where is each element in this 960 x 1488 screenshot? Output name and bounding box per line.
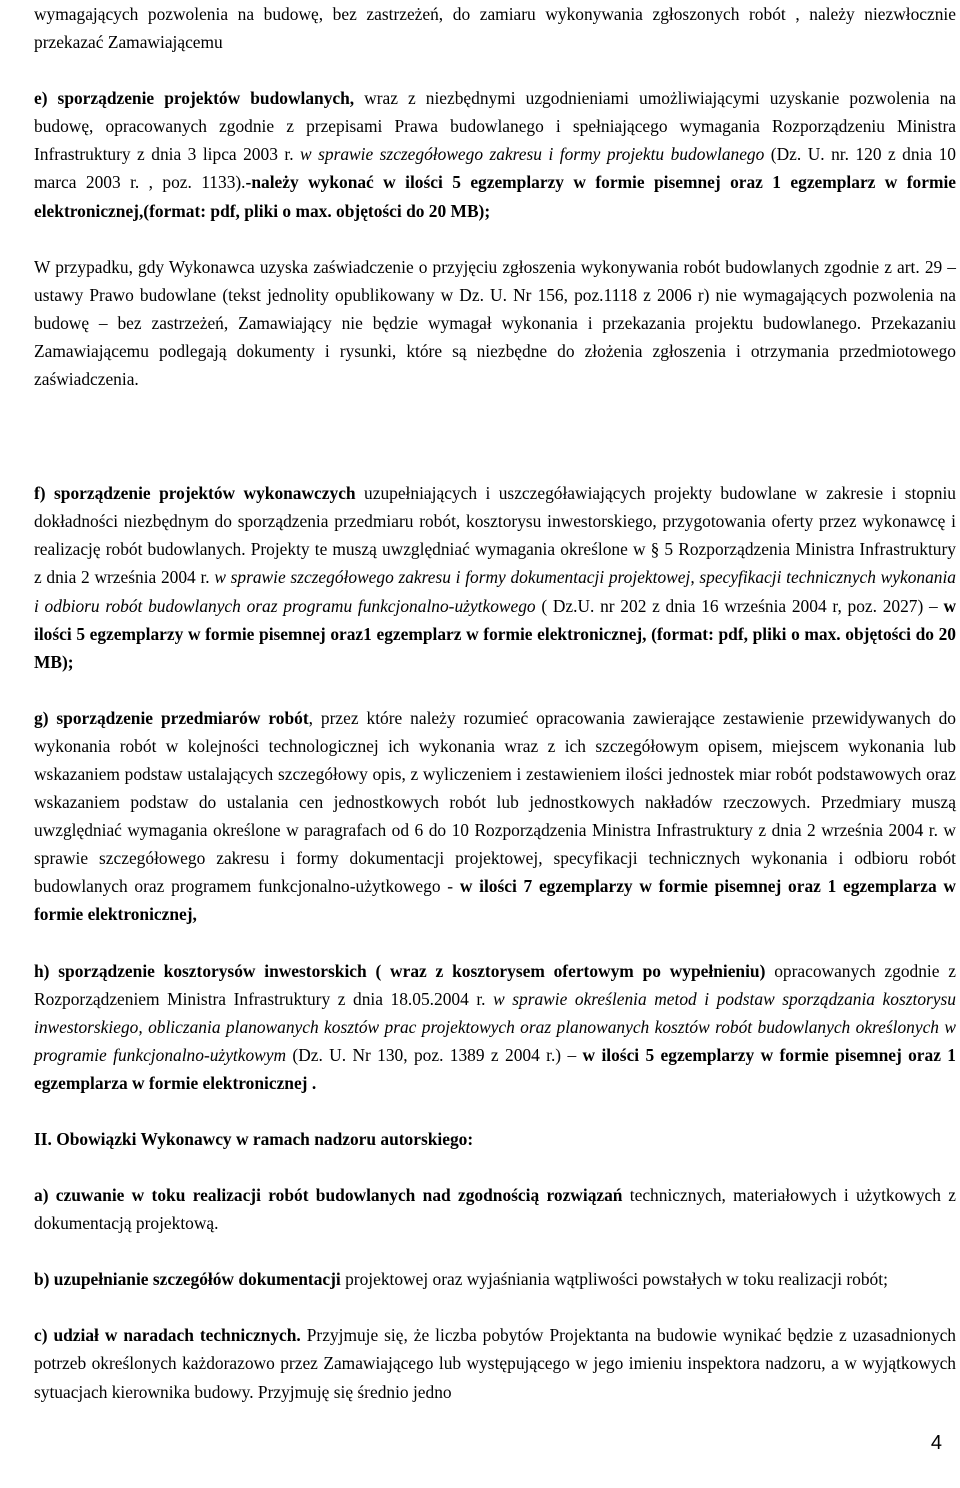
paragraph-italic: w sprawie szczegółowego zakresu i formy dokumentacji projektowej, specyfikacji technicznych wykonania i odbioru robót budowlanych oraz programu funkcjonalno-użytkowego bbox=[34, 567, 956, 616]
paragraph-text: opracowanych zgodnie z Rozporządzeniem Ministra Infrastruktury z dnia 18.05.2004 r. bbox=[34, 960, 956, 1009]
paragraph-g bbox=[34, 704, 956, 929]
paragraph-bold: w ilości 5 egzemplarzy w formie pisemnej oraz 1 egzemplarza w formie elektronicznej . bbox=[34, 1044, 956, 1093]
paragraph-bold: w ilości 7 egzemplarzy w formie pisemnej oraz 1 egzemplarza w formie elektronicznej, bbox=[34, 876, 956, 925]
paragraph-b bbox=[34, 1265, 956, 1293]
paragraph-bold: b) uzupełnianie szczegółów dokumentacji bbox=[34, 1269, 341, 1290]
paragraph-text: Przyjmuje się, że liczba pobytów Projektanta na budowie wynikać będzie z uzasadnionych potrzeb określonych każdorazowo przez Zamawiającego lub występującego w jego imieniu inspektora nadzoru, a w wyjątkowych sytuacjach kierownika budowy. Przyjmuję się średnio jedno bbox=[34, 1325, 956, 1402]
paragraph-e bbox=[34, 84, 956, 224]
paragraph-f bbox=[34, 479, 956, 676]
paragraph-text: uzupełniających i uszczegóławiających projekty budowlane w zakresie i stopniu dokładności niezbędnym do sporządzenia przedmiaru robót, kosztorysu inwestorskiego, przygotowania oferty przez wykonawcę i realizację robót budowlanych. Projekty te muszą uwzględniać wymagania określone w § 5 Rozporządzenia Ministra Infrastruktury z dnia 2 września 2004 r. bbox=[34, 483, 956, 588]
paragraph-italic: w sprawie szczegółowego zakresu i formy projektu budowlanego bbox=[300, 144, 765, 165]
section-heading: II. Obowiązki Wykonawcy w ramach nadzoru autorskiego: bbox=[34, 1129, 474, 1149]
page-number: 4 bbox=[930, 1432, 942, 1454]
paragraph-bold: h) sporządzenie kosztorysów inwestorskich ( wraz z kosztorysem ofertowym po wypełnieniu) bbox=[34, 960, 766, 981]
paragraph-text: wraz z niezbędnymi uzgodnieniami umożliwiającymi uzyskanie pozwolenia na budowę, opracowanych zgodnie z przepisami Prawa budowlanego i spełniającego wymagania Rozporządzeniu Ministra Infrastruktury z dnia 3 lipca 2003 r. bbox=[34, 88, 956, 165]
paragraph-text: (Dz. U. Nr 130, poz. 1389 z 2004 r.) – bbox=[286, 1044, 583, 1065]
paragraph-text: ( Dz.U. nr 202 z dnia 16 września 2004 r, poz. 2027) – bbox=[535, 595, 944, 616]
paragraph-h bbox=[34, 957, 956, 1097]
paragraph-bold: -należy wykonać w ilości 5 egzemplarzy w formie pisemnej oraz 1 egzemplarz w formie elektronicznej,(format: pdf, pliki o max. objętości do 20 MB); bbox=[34, 172, 956, 221]
paragraph-bold: g) sporządzenie przedmiarów robót bbox=[34, 707, 309, 728]
paragraph-c bbox=[34, 1321, 956, 1405]
paragraph-bold: w ilości 5 egzemplarzy w formie pisemnej oraz1 egzemplarz w formie elektronicznej, (format: pdf, pliki o max. objętości do 20 MB); bbox=[34, 595, 956, 672]
paragraph-text: projektowej oraz wyjaśniania wątpliwości powstałych w toku realizacji robót; bbox=[340, 1269, 888, 1290]
paragraph-italic: w sprawie określenia metod i podstaw sporządzania kosztorysu inwestorskiego, obliczania planowanych kosztów prac projektowych oraz planowanych kosztów robót budowlanych określonych w programie funkcjonalno-użytkowym bbox=[34, 988, 956, 1065]
paragraph-bold: e) sporządzenie projektów budowlanych, bbox=[34, 88, 355, 109]
paragraph-zgloszenie bbox=[34, 253, 956, 393]
paragraph-bold: a) czuwanie w toku realizacji robót budowlanych nad zgodnością rozwiązań bbox=[34, 1185, 623, 1206]
document-page bbox=[34, 0, 956, 1406]
paragraph-text: W przypadku, gdy Wykonawca uzyska zaświadczenie o przyjęciu zgłoszenia wykonywania robót budowlanych zgodnie z art. 29 – ustawy Prawo budowlane (tekst jednolity opublikowany w Dz. U. Nr 156, poz.1118 z 2006 r) nie wymagających pozwolenia na budowę – bez zastrzeżeń, Zamawiający nie będzie wymagał wykonania i przekazania projektu budowlanego. Przekazaniu Zamawiającemu podlegają dokumenty i rysunki, które są niezbędne do złożenia zgłoszenia i otrzymania przedmiotowego zaświadczenia. bbox=[34, 256, 956, 390]
paragraph-text: technicznych, materiałowych i użytkowych z dokumentacją projektową. bbox=[34, 1185, 956, 1234]
paragraph-bold: c) udział w naradach technicznych. bbox=[34, 1325, 301, 1346]
paragraph-text: (Dz. U. nr. 120 z dnia 10 marca 2003 r. , poz. 1133). bbox=[34, 144, 956, 193]
paragraph-intro bbox=[34, 0, 956, 56]
paragraph-a bbox=[34, 1181, 956, 1237]
paragraph-text: , przez które należy rozumieć opracowania zawierające zestawienie przewidywanych do wykonania robót w kolejności technologicznej ich wykonania wraz z ich szczegółowym opisem, miejscem wykonania lub wskazaniem podstaw ustalających szczegółowy opis, z wyliczeniem i zestawieniem ilości jednostek miar robót podstawowych oraz wskazaniem podstaw do ustalania cen jednostkowych robót lub jednostkowych nakładów rzeczowych. Przedmiary muszą uwzględniać wymagania określone w paragrafach od 6 do 10 Rozporządzenia Ministra Infrastruktury z dnia 2 września 2004 r. w sprawie szczegółowego zakresu i formy dokumentacji projektowej, specyfikacji technicznych wykonania i odbioru robót budowlanych oraz programem funkcjonalno-użytkowego - bbox=[34, 707, 957, 897]
paragraph-text: wymagających pozwolenia na budowę, bez zastrzeżeń, do zamiaru wykonywania zgłoszonych robót , należy niezwłocznie przekazać Zamawiającemu bbox=[34, 4, 956, 53]
paragraph-bold: f) sporządzenie projektów wykonawczych bbox=[34, 483, 356, 504]
